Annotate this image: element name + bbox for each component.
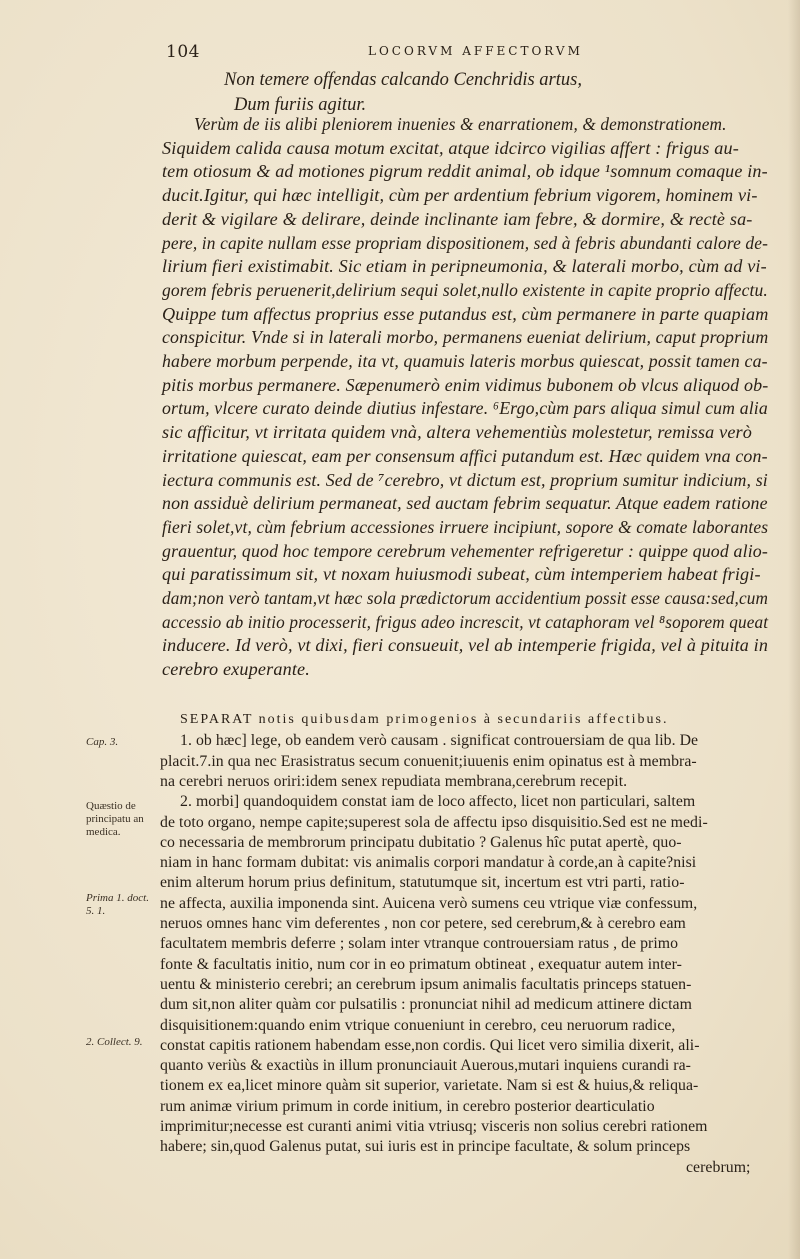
commentary-line: gorem febris peruenerit,delirium sequi solet,nullo existente in capite proprio affectu. [162, 279, 768, 300]
annotation-line: tionem ex ea,licet minore quàm sit superior, varietate. Nam si est & huius,& reliqua- [160, 1077, 699, 1095]
annotation-line: habere; sin,quod Galenus putat, sui iuris est in principe facultate, & solum princeps [160, 1138, 691, 1156]
verse-line: Dum furiis agitur. [234, 95, 367, 115]
annotation-line: de toto organo, nempe capite;superest sola de affectu ipso disquisitio.Sed est ne medi- [160, 813, 708, 831]
page-header [166, 42, 766, 64]
annotation-line: imprimitur;necesse est curanti animi vitia vtriusq; visceris non solius cerebri rationem [160, 1118, 708, 1135]
annotation-line: constat capitis rationem habendam esse,non cordis. Qui licet vero similia dixerit, ali- [160, 1036, 700, 1054]
annotation-line: fonte & facultatis initio, num cor in eo primatum obtineat , exequatur autem inter- [160, 955, 682, 973]
annotation-line: uentu & ministerio cerebri; an cerebrum ipsum animalis facultatis princeps statuen- [160, 975, 692, 993]
commentary-line: Quippe tum affectus proprius esse putandus est, cùm permanere in parte quapiam [162, 303, 769, 324]
annotation-line: 1. ob hæc] lege, ob eandem verò causam . significat controuersiam de qua lib. De [180, 732, 699, 750]
annotation-line: 2. morbi] quandoquidem constat iam de loco affecto, licet non particulari, saltem [180, 793, 696, 811]
commentary-line: lirium fieri existimabit. Sic etiam in peripneumonia, & laterali morbo, cùm ad vi- [162, 256, 767, 277]
annotation-line: quanto veriùs & exactiùs in illum pronunciauit Auerous,mutari inquiens curandi ra- [160, 1057, 691, 1075]
commentary-line: cerebro exuperante. [162, 659, 310, 680]
annotation-line: SEPARAT notis quibusdam primogenios à secundariis affectibus. [180, 712, 669, 727]
commentary-line: conspicitur. Vnde si in laterali morbo, permanens eueniat delirium, caput proprium [162, 327, 769, 348]
commentary-line: ortum, vlcere curato deinde diutius infestare. ⁶Ergo,cùm pars aliqua simul cum alia [162, 398, 768, 419]
commentary-line: grauentur, quod hoc tempore cerebrum vehementer refrigeretur : quippe quod alio- [162, 540, 768, 561]
margin-note: 2. Collect. 9. [86, 1036, 143, 1048]
commentary-line: accessio ab initio processerit, frigus adeo increscit, vt cataphoram vel ⁸soporem queat [162, 611, 769, 632]
commentary-line: Verùm de iis alibi pleniorem inuenies & enarrationem, & demonstrationem. [194, 114, 727, 134]
annotation-line: dum sit,non aliter quàm cor pulsatilis : pronunciat nihil ad medicum attinere dictam [160, 996, 692, 1014]
commentary-line: tem otiosum & ad motiones pigrum reddit animal, ob idque ¹somnum comaque in- [162, 161, 768, 182]
annotation-line: co necessaria de membrorum principatu dubitatio ? Galenus hîc putat apertè, quo- [160, 833, 682, 851]
annotation-line: enim alterum horum prius definitum, statutumque sit, incertum est vtri parti, ratio- [160, 874, 685, 892]
commentary-line: iectura communis est. Sed de ⁷cerebro, vt dictum est, proprium sumitur indicium, si [162, 469, 768, 490]
annotation-line: cerebrum; [686, 1158, 751, 1176]
page-number: 104 [166, 42, 200, 62]
margin-note: Cap. 3. [86, 736, 119, 748]
annotation-line: neruos omnes hanc vim deferentes , non cor petere, sed cerebrum,& à cerebro eam [160, 915, 686, 932]
commentary-line: qui paratissimum sit, vt noxam huiusmodi subeat, cùm intemperiem habeat frigi- [162, 564, 761, 585]
margin-note: Quæstio de principatu an medica. [86, 800, 144, 838]
annotation-line: disquisitionem:quando enim vtrique conueniunt in cerebro, ceu neruorum radice, [160, 1016, 676, 1034]
annotation-line: niam in hanc formam dubitat: vis animalis corpori mandatur à corde,an à capite?nisi [160, 854, 697, 872]
commentary-line: dam;non verò tantam,vt hæc sola prædictorum accidentium possit esse causa:sed,cum [162, 588, 769, 608]
commentary-line: habere morbum perpende, ita vt, quamuis lateris morbus quiescat, possit tamen ca- [162, 351, 768, 371]
margin-note: Prima 1. doct. 5. 1. [86, 892, 149, 917]
commentary-line: fieri solet,vt, cùm febrium accessiones irruere incipiunt, sopore & comate laborantes [162, 516, 769, 537]
annotation-line: placit.7.in qua nec Erasistratus secum conuenit;iuuenis enim opinatus est à membra- [160, 752, 697, 770]
commentary-line: irritatione quiescat, eam per consensum affici putandum est. Hæc quidem vna con- [162, 445, 768, 466]
commentary-line: ducit.Igitur, qui hæc intelligit, cùm per ardentium febrium vigorem, hominem vi- [162, 185, 758, 206]
annotation-line: facultatem membris deferre ; solam inter vtranque controuersiam ratus , de primo [160, 935, 679, 953]
commentary-line: non assiduè delirium permaneat, sed auctam febrim sequatur. Atque eadem ratione [162, 493, 768, 514]
annotation-line: na cerebri neruos oriri:idem senex repudiata membrana,cerebrum recepit. [160, 772, 628, 790]
page-gutter-shadow [788, 0, 800, 1259]
commentary-line: derit & vigilare & delirare, deinde inclinante iam febre, & dormire, & rectè sa- [162, 208, 753, 229]
commentary-line: Siquidem calida causa motum excitat, atque idcirco vigilias affert : frigus au- [162, 137, 739, 158]
commentary-line: sic afficitur, vt irritata quidem vnà, altera vehementiùs molestetur, remissa verò [162, 422, 753, 443]
verse-line: Non temere offendas calcando Cenchridis artus, [224, 70, 582, 90]
annotation-line: ne affecta, auxilia imponenda sint. Auicena verò sumens ceu vtrique viæ confessum, [160, 894, 698, 912]
commentary-line: inducere. Id verò, vt dixi, fieri consueuit, vel ab intemperie frigida, vel à pituita in [162, 635, 769, 656]
commentary-line: pere, in capite nullam esse propriam dispositionem, sed à febris abundanti calore de- [162, 232, 769, 253]
annotation-line: rum animæ virium primum in corde initium, in cerebro posterior dearticulatio [160, 1097, 655, 1115]
running-head: LOCORVM AFFECTORVM [368, 44, 583, 58]
commentary-line: pitis morbus permanere. Sæpenumerò enim vidimus bubonem ob vlcus aliquod ob- [162, 374, 769, 395]
